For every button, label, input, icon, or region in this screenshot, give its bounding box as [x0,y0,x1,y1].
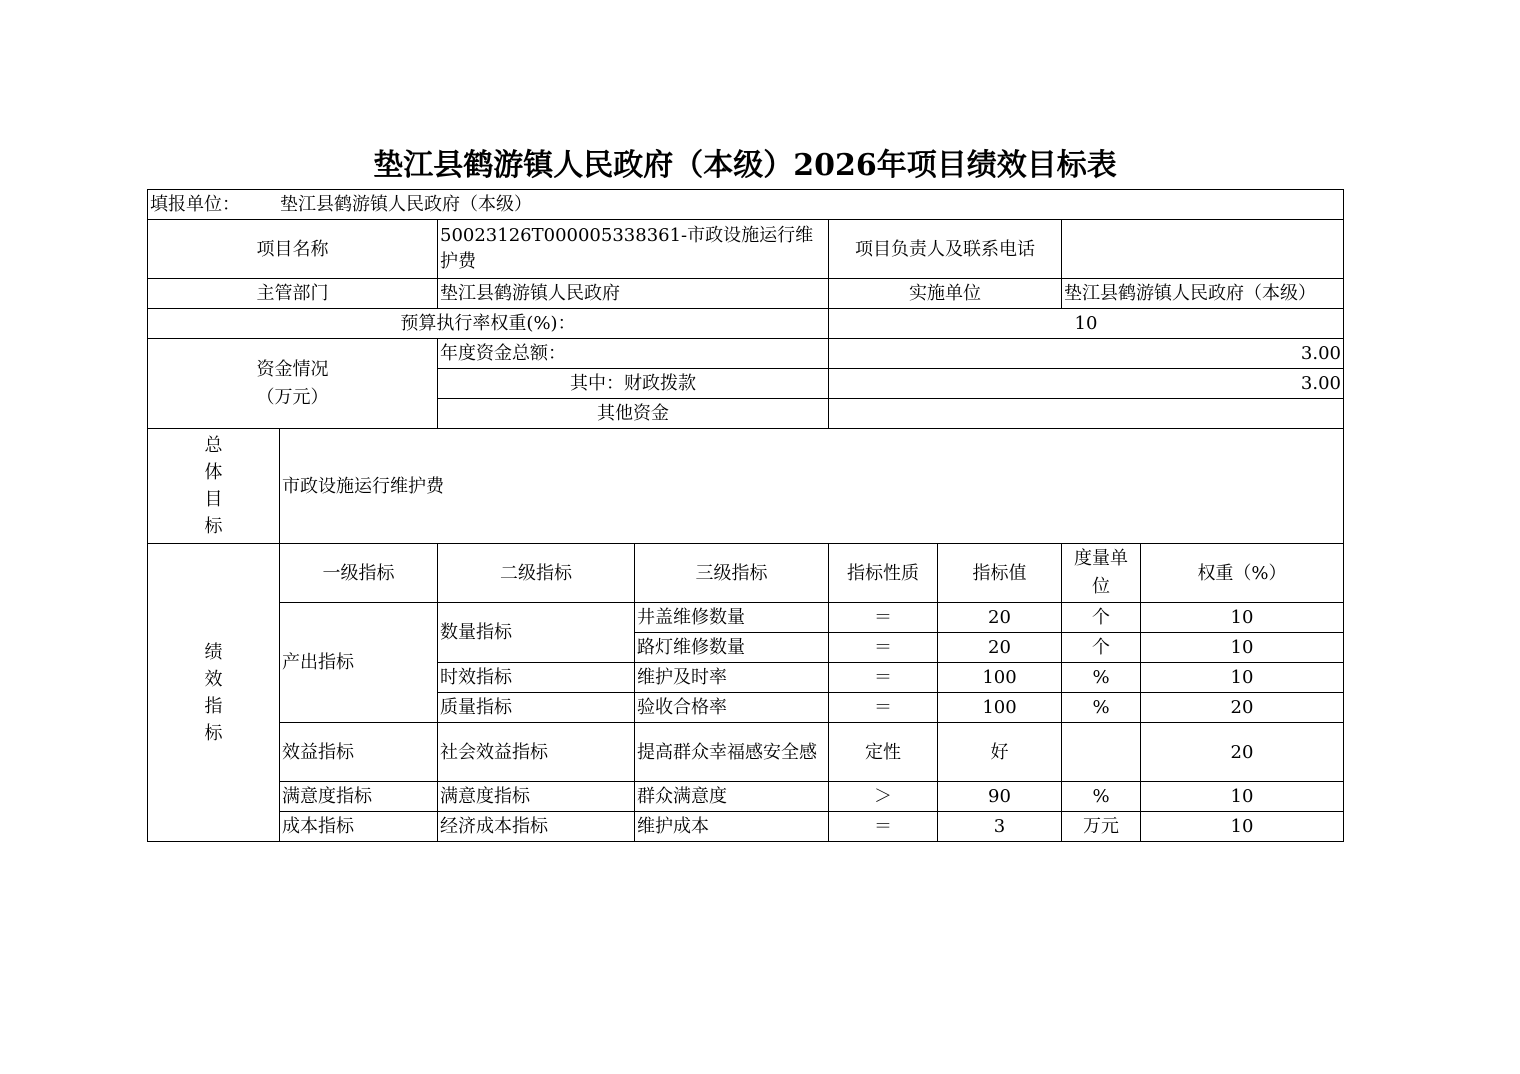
indicator-level3: 提高群众幸福感安全感 [635,723,829,782]
funds-total-value: 3.00 [829,339,1344,369]
indicators-label [148,544,280,842]
goal-label-char: 总 [204,435,223,456]
budget-weight-label: 预算执行率权重(%)： [148,309,829,339]
indicator-level2: 社会效益指标 [438,723,635,782]
indicator-unit: 个 [1062,633,1141,663]
project-name-row [148,220,1344,279]
indicator-nature: 定性 [829,723,938,782]
indicator-unit: 万元 [1062,812,1141,842]
funds-total-label: 年度资金总额： [438,339,829,369]
overall-goal-row [148,429,1344,544]
funds-fiscal-label: 其中：财政拨款 [438,369,829,399]
header-weight: 权重（%） [1141,544,1344,603]
indicator-weight: 20 [1141,693,1344,723]
budget-weight-value: 10 [829,309,1344,339]
indicator-level3: 维护成本 [635,812,829,842]
indicator-nature: ＝ [829,693,938,723]
project-name-label: 项目名称 [148,220,438,279]
funds-label-line2: （万元） [256,386,329,408]
indicator-nature: ＝ [829,812,938,842]
indicator-value: 3 [938,812,1062,842]
indicator-level1: 满意度指标 [280,782,438,812]
department-row [148,279,1344,309]
indicator-unit: 个 [1062,603,1141,633]
performance-table [147,189,1344,842]
indicator-row [148,812,1344,842]
goal-label-char: 目 [204,489,223,510]
fill-unit-value: 垫江县鹤游镇人民政府（本级） [280,194,532,215]
indicator-weight: 10 [1141,663,1344,693]
project-name-value: 50023126T000005338361-市政设施运行维护费 [438,220,829,279]
dept-label: 主管部门 [148,279,438,309]
header-level2: 二级指标 [438,544,635,603]
impl-label: 实施单位 [829,279,1062,309]
indicator-unit [1062,723,1141,782]
indicator-level3: 验收合格率 [635,693,829,723]
indicator-level2: 经济成本指标 [438,812,635,842]
indicator-weight: 10 [1141,633,1344,663]
funds-other-value [829,399,1344,429]
funds-fiscal-value: 3.00 [829,369,1344,399]
indicators-label-char: 指 [204,695,223,717]
indicator-nature: ＝ [829,663,938,693]
indicator-value: 20 [938,633,1062,663]
indicator-unit: % [1062,663,1141,693]
indicator-level3: 路灯维修数量 [635,633,829,663]
project-leader-value [1062,220,1344,279]
indicator-level3: 群众满意度 [635,782,829,812]
header-unit-line2: 位 [1092,576,1110,597]
indicator-value: 100 [938,663,1062,693]
indicator-row [148,782,1344,812]
indicator-weight: 10 [1141,603,1344,633]
indicator-level3: 井盖维修数量 [635,603,829,633]
goal-label-char: 标 [204,516,223,537]
fill-unit-row [148,190,1344,220]
indicator-nature: ＝ [829,603,938,633]
indicator-row [148,603,1344,633]
indicator-level2: 质量指标 [438,693,635,723]
indicators-label-char: 效 [204,668,223,690]
impl-value: 垫江县鹤游镇人民政府（本级） [1062,279,1344,309]
goal-label-char: 体 [204,462,223,483]
indicators-header-row [148,544,1344,603]
indicators-label-char: 标 [204,722,223,744]
indicator-level1: 效益指标 [280,723,438,782]
header-level3: 三级指标 [635,544,829,603]
funds-other-label: 其他资金 [438,399,829,429]
project-leader-label: 项目负责人及联系电话 [829,220,1062,279]
indicator-row [148,723,1344,782]
indicator-value: 好 [938,723,1062,782]
indicator-nature: ＞ [829,782,938,812]
budget-weight-row [148,309,1344,339]
header-level1: 一级指标 [280,544,438,603]
indicator-value: 20 [938,603,1062,633]
indicator-level2: 满意度指标 [438,782,635,812]
indicators-label-char: 绩 [204,641,223,663]
header-value: 指标值 [938,544,1062,603]
indicator-level2: 数量指标 [438,603,635,663]
indicator-level3: 维护及时率 [635,663,829,693]
header-unit [1062,544,1141,603]
indicator-value: 100 [938,693,1062,723]
indicator-weight: 20 [1141,723,1344,782]
overall-goal-label [148,429,280,544]
overall-goal-text: 市政设施运行维护费 [280,429,1344,544]
funds-label [148,339,438,429]
indicator-unit: % [1062,782,1141,812]
funds-total-row [148,339,1344,369]
indicator-nature: ＝ [829,633,938,663]
indicator-weight: 10 [1141,782,1344,812]
header-nature: 指标性质 [829,544,938,603]
indicator-level1: 产出指标 [280,603,438,723]
funds-label-line1: 资金情况 [256,358,329,380]
indicator-weight: 10 [1141,812,1344,842]
indicator-level2: 时效指标 [438,663,635,693]
indicator-level1: 成本指标 [280,812,438,842]
indicator-value: 90 [938,782,1062,812]
dept-value: 垫江县鹤游镇人民政府 [438,279,829,309]
header-unit-line1: 度量单 [1074,548,1128,569]
fill-unit-cell [148,190,1344,220]
indicator-unit: % [1062,693,1141,723]
fill-unit-label: 填报单位： [150,194,240,215]
page-title: 垫江县鹤游镇人民政府（本级）2026年项目绩效目标表 [373,148,1117,183]
